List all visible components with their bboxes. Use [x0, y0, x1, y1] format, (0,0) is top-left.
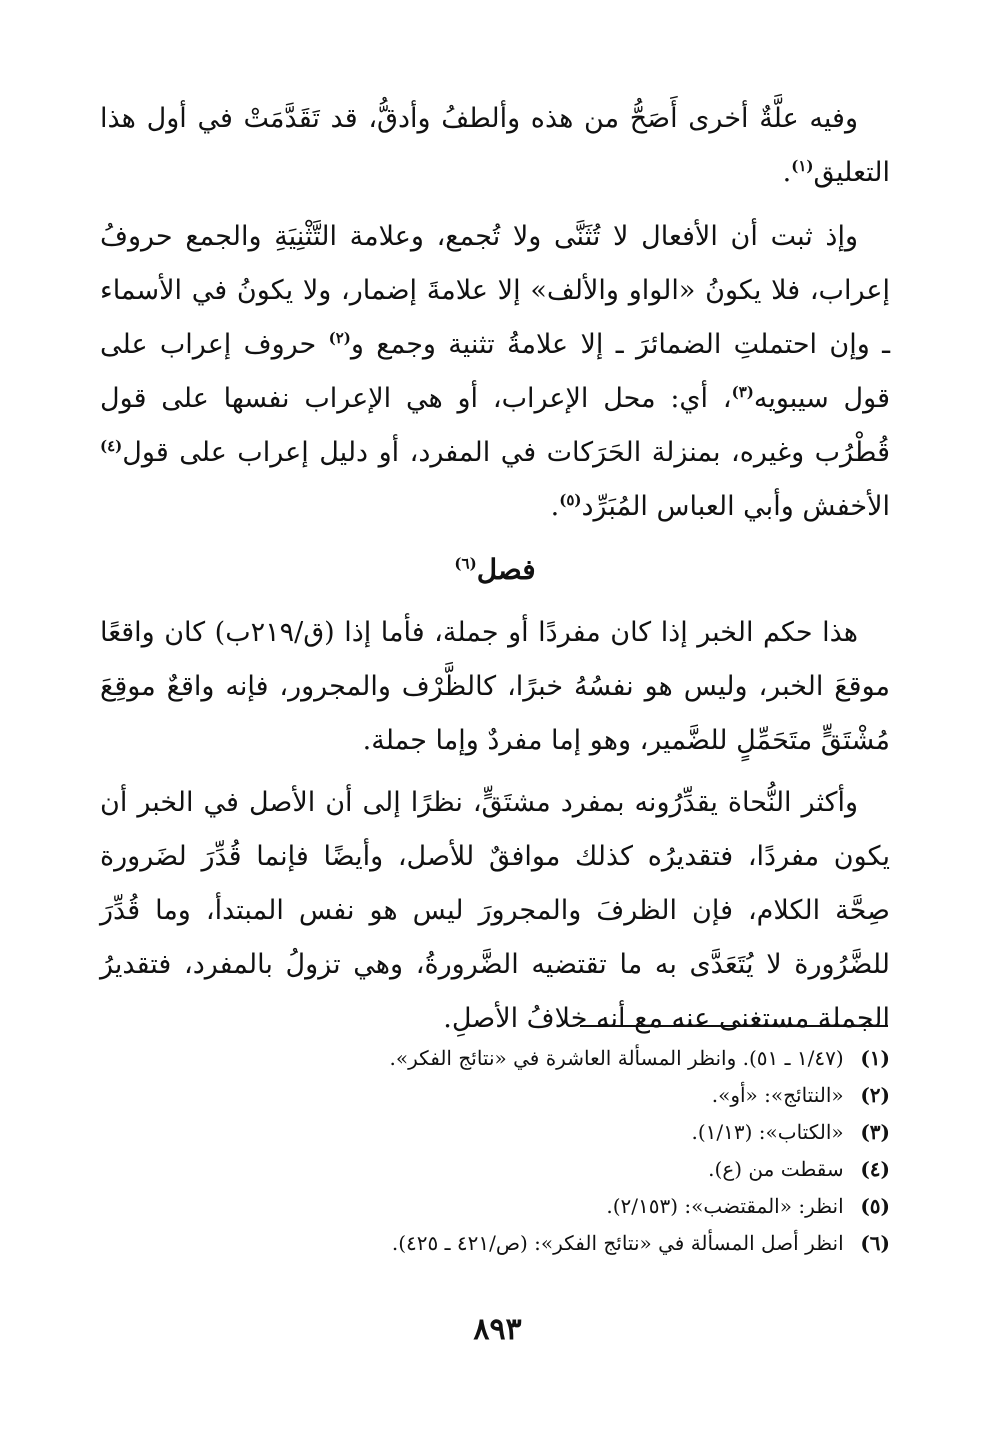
footnote-number: (٤): [860, 1157, 890, 1181]
footnote-ref-3: (٣): [731, 383, 754, 401]
footnote-item: [200, 1225, 890, 1262]
page-number: ٨٩٣: [473, 1312, 522, 1347]
footnote-number: (١): [860, 1046, 890, 1070]
paragraph-2-end: .: [550, 491, 560, 522]
section-heading: [100, 542, 890, 598]
paragraph-1: [100, 92, 890, 200]
footnote-item: [200, 1040, 890, 1077]
paragraph-1-text: وفيه علَّةٌ أخرى أَصَحُّ من هذه وألطفُ وأدقُّ، قد تَقَدَّمَتْ في أول هذا التعليق: [100, 103, 890, 188]
paragraph-2-text-c: ، أي: محل الإعراب، أو هي الإعراب نفسها على قول قُطْرُب وغيره، بمنزلة الحَرَكات في المفرد، أو دليل إعراب على قول: [100, 383, 890, 468]
footnote-number: (٣): [860, 1120, 890, 1144]
footnote-divider: [580, 1025, 888, 1027]
footnote-text: انظر: «المقتضب»: (٢/١٥٣).: [606, 1194, 844, 1218]
paragraph-2-text-d: الأخفش وأبي العباس المُبَرِّد: [581, 491, 890, 522]
paragraph-1-end: .: [782, 157, 792, 188]
footnote-ref-2: (٢): [328, 329, 351, 347]
section-heading-text: فصل: [476, 553, 536, 586]
paragraph-2-text-b: حروف إعراب على قول سيبويه: [100, 329, 890, 414]
footnote-number: (٥): [860, 1194, 890, 1218]
footnote-ref-4: (٤): [100, 437, 123, 455]
footnote-text: انظر أصل المسألة في «نتائج الفكر»: (ص/٤٢١ ـ ٤٢٥).: [391, 1231, 844, 1255]
footnote-item: [200, 1188, 890, 1225]
footnote-ref-6: (٦): [454, 554, 477, 573]
footnote-item: [200, 1077, 890, 1114]
paragraph-3: هذا حكم الخبر إذا كان مفردًا أو جملة، فأما إذا (ق/٢١٩ب) كان واقعًا موقعَ الخبر، وليس هو نفسُهُ خبرًا، كالظَّرْف والمجرور، فإنه واقعٌ موقِعَ مُشْتَقٍّ متَحَمِّلٍ للضَّمير، وهو إما مفردٌ وإما جملة.: [100, 617, 890, 756]
footnote-ref-5: (٥): [559, 491, 582, 509]
footnote-text: سقطت من (ع).: [708, 1157, 844, 1181]
footnote-text: «الكتاب»: (١/١٣).: [691, 1120, 844, 1144]
footnote-item: [200, 1151, 890, 1188]
footnote-number: (٢): [860, 1083, 890, 1107]
footnote-ref-1: (١): [791, 157, 814, 175]
footnote-item: [200, 1114, 890, 1151]
paragraph-2-text: وإذ ثبت أن الأفعال لا تُثَنَّى ولا تُجمع، وعلامة التَّثْنِيَةِ والجمع حروفُ إعراب، فلا يكونُ «الواو والألف» إلا علامةَ إضمار، ولا يكونُ في الأسماء ـ وإن احتملتِ الضمائرَ ـ إلا علامةُ تثنية وجمع و: [100, 221, 890, 360]
footnotes-list: [200, 1040, 890, 1262]
footnote-number: (٦): [860, 1231, 890, 1255]
paragraph-4: وأكثر النُّحاة يقدِّرُونه بمفرد مشتَقٍّ، نظرًا إلى أن الأصل في الخبر أن يكون مفردًا، فتقديرُه كذلك موافقٌ للأصل، وأيضًا فإنما قُدِّرَ لضَرورة صِحَّة الكلام، فإن الظرفَ والمجرورَ ليس هو نفس المبتدأ، وما قُدِّرَ للضَّرُورة لا يُتَعَدَّى به ما تقتضيه الضَّرورةُ، وهي تزولُ بالمفرد، فتقديرُ الجملة مستغنى عنه مع أنه خلافُ الأصلِ.: [100, 787, 890, 1034]
paragraph-2: [100, 210, 890, 534]
footnote-text: (١/٤٧ ـ ٥١). وانظر المسألة العاشرة في «نتائج الفكر».: [389, 1046, 844, 1070]
footnote-text: «النتائج»: «أو».: [711, 1083, 844, 1107]
main-text: [100, 92, 890, 1054]
